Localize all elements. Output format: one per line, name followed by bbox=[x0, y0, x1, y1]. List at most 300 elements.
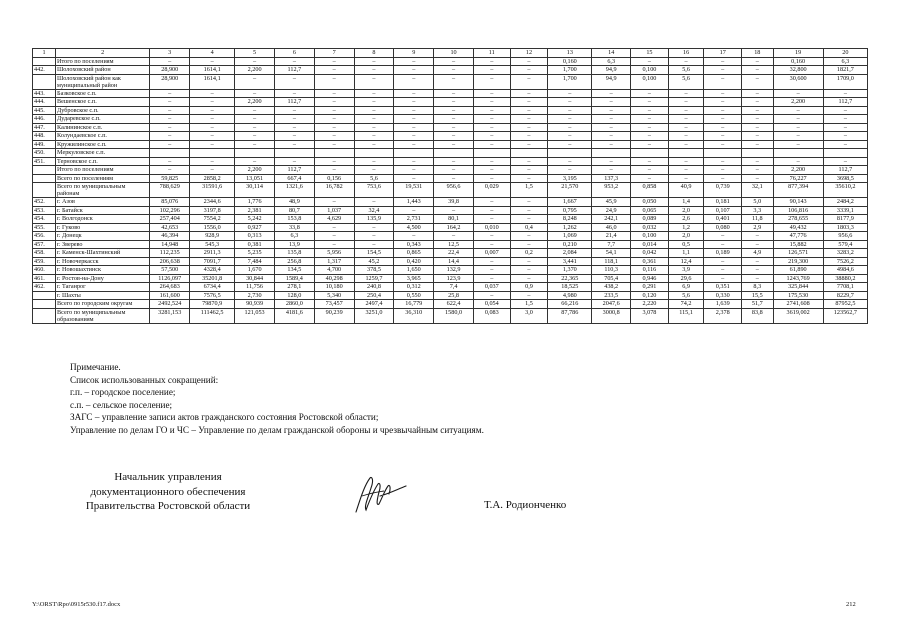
table-row bbox=[33, 240, 868, 249]
value-cell: – bbox=[473, 66, 510, 75]
value-cell bbox=[704, 149, 742, 158]
value-cell: 0,014 bbox=[631, 240, 669, 249]
value-cell: 73,457 bbox=[314, 300, 354, 309]
value-cell: – bbox=[394, 74, 434, 89]
value-cell: – bbox=[668, 174, 704, 183]
value-cell: – bbox=[742, 174, 773, 183]
row-number-cell: 461. bbox=[33, 274, 56, 283]
value-cell: – bbox=[742, 257, 773, 266]
value-cell bbox=[548, 149, 592, 158]
row-name-cell: Итого по поселениям bbox=[56, 57, 150, 66]
table-row bbox=[33, 166, 868, 175]
value-cell: 0,050 bbox=[631, 198, 669, 207]
value-cell: 102,296 bbox=[150, 206, 190, 215]
value-cell: – bbox=[668, 140, 704, 149]
row-name-cell: г. Зверево bbox=[56, 240, 150, 249]
value-cell: – bbox=[394, 166, 434, 175]
value-cell: – bbox=[274, 74, 314, 89]
value-cell: 46,0 bbox=[592, 223, 631, 232]
value-cell: – bbox=[548, 98, 592, 107]
table-row bbox=[33, 266, 868, 275]
value-cell: 15,882 bbox=[773, 240, 823, 249]
table-row bbox=[33, 149, 868, 158]
value-cell: 242,1 bbox=[592, 215, 631, 224]
value-cell: 2911,3 bbox=[190, 249, 235, 258]
value-cell: – bbox=[510, 232, 548, 241]
value-cell: 118,1 bbox=[592, 257, 631, 266]
value-cell: 30,600 bbox=[773, 74, 823, 89]
value-cell: – bbox=[742, 74, 773, 89]
value-cell: 16,782 bbox=[314, 183, 354, 198]
value-cell: 5,0 bbox=[742, 198, 773, 207]
value-cell: 2858,2 bbox=[190, 174, 235, 183]
value-cell: – bbox=[742, 166, 773, 175]
value-cell: 0,420 bbox=[394, 257, 434, 266]
value-cell: 2,9 bbox=[742, 223, 773, 232]
value-cell: – bbox=[314, 89, 354, 98]
value-cell: – bbox=[823, 115, 867, 124]
value-cell: – bbox=[510, 115, 548, 124]
value-cell: – bbox=[773, 132, 823, 141]
column-number: 13 bbox=[548, 49, 592, 58]
value-cell: 132,9 bbox=[434, 266, 474, 275]
row-number-cell: 462. bbox=[33, 283, 56, 292]
value-cell: – bbox=[150, 132, 190, 141]
value-cell: 0,361 bbox=[631, 257, 669, 266]
value-cell: – bbox=[394, 57, 434, 66]
value-cell: 3,965 bbox=[394, 274, 434, 283]
value-cell: – bbox=[354, 240, 394, 249]
value-cell: 35201,8 bbox=[190, 274, 235, 283]
value-cell: 90,143 bbox=[773, 198, 823, 207]
value-cell: – bbox=[742, 132, 773, 141]
value-cell: 32,1 bbox=[742, 183, 773, 198]
value-cell: 76,227 bbox=[773, 174, 823, 183]
value-cell: – bbox=[510, 274, 548, 283]
value-cell: – bbox=[354, 89, 394, 98]
value-cell: 10,180 bbox=[314, 283, 354, 292]
table-row bbox=[33, 291, 868, 300]
value-cell: 0,181 bbox=[704, 198, 742, 207]
value-cell: 3281,153 bbox=[150, 308, 190, 323]
value-cell: 0,343 bbox=[394, 240, 434, 249]
value-cell: – bbox=[548, 115, 592, 124]
value-cell: – bbox=[274, 89, 314, 98]
value-cell: – bbox=[704, 232, 742, 241]
signatory-name: Т.А. Родионченко bbox=[484, 499, 567, 511]
value-cell: 3,441 bbox=[548, 257, 592, 266]
value-cell: 4984,6 bbox=[823, 266, 867, 275]
value-cell: – bbox=[473, 274, 510, 283]
table-row bbox=[33, 123, 868, 132]
value-cell: – bbox=[394, 174, 434, 183]
value-cell: 121,053 bbox=[235, 308, 275, 323]
value-cell: – bbox=[190, 115, 235, 124]
value-cell: 1,2 bbox=[668, 223, 704, 232]
row-name-cell: Терновское с.п. bbox=[56, 157, 150, 166]
value-cell: 6,3 bbox=[274, 232, 314, 241]
row-number-cell: 459. bbox=[33, 257, 56, 266]
value-cell: 1,069 bbox=[548, 232, 592, 241]
value-cell: 545,3 bbox=[190, 240, 235, 249]
page-number: 212 bbox=[846, 601, 856, 608]
table-row bbox=[33, 249, 868, 258]
value-cell: – bbox=[473, 115, 510, 124]
value-cell: 5,235 bbox=[235, 249, 275, 258]
row-name-cell: г. Ростов-на-Дону bbox=[56, 274, 150, 283]
value-cell: – bbox=[314, 232, 354, 241]
value-cell: 74,2 bbox=[668, 300, 704, 309]
value-cell bbox=[510, 149, 548, 158]
value-cell: 278,655 bbox=[773, 215, 823, 224]
value-cell: – bbox=[742, 232, 773, 241]
row-name-cell: Всего по муниципальным образованиям bbox=[56, 308, 150, 323]
row-name-cell: Шолоховский район bbox=[56, 66, 150, 75]
value-cell: – bbox=[473, 132, 510, 141]
value-cell: 83,8 bbox=[742, 308, 773, 323]
value-cell: 2,200 bbox=[773, 98, 823, 107]
value-cell: – bbox=[668, 123, 704, 132]
value-cell: 1821,7 bbox=[823, 66, 867, 75]
value-cell: – bbox=[235, 157, 275, 166]
column-number: 16 bbox=[668, 49, 704, 58]
value-cell: 2,200 bbox=[235, 98, 275, 107]
value-cell: 7,7 bbox=[592, 240, 631, 249]
value-cell: – bbox=[510, 157, 548, 166]
value-cell: 3,3 bbox=[742, 206, 773, 215]
value-cell: 0,042 bbox=[631, 249, 669, 258]
table-row bbox=[33, 140, 868, 149]
value-cell: – bbox=[592, 115, 631, 124]
value-cell: 13,9 bbox=[274, 240, 314, 249]
value-cell: 2,378 bbox=[704, 308, 742, 323]
value-cell: – bbox=[434, 57, 474, 66]
value-cell: 7576,5 bbox=[190, 291, 235, 300]
value-cell bbox=[668, 149, 704, 158]
table-row bbox=[33, 283, 868, 292]
value-cell: 61,890 bbox=[773, 266, 823, 275]
row-number-cell: 449. bbox=[33, 140, 56, 149]
value-cell: 1,370 bbox=[548, 266, 592, 275]
value-cell: – bbox=[314, 74, 354, 89]
table-row bbox=[33, 300, 868, 309]
value-cell: – bbox=[510, 240, 548, 249]
value-cell: – bbox=[668, 98, 704, 107]
row-name-cell: Всего по муниципальным районам bbox=[56, 183, 150, 198]
value-cell: – bbox=[235, 115, 275, 124]
value-cell: 54,1 bbox=[592, 249, 631, 258]
notes-title: Примечание. bbox=[70, 362, 121, 372]
row-number-cell bbox=[33, 291, 56, 300]
value-cell: – bbox=[742, 98, 773, 107]
value-cell: 7554,2 bbox=[190, 215, 235, 224]
value-cell: 2497,4 bbox=[354, 300, 394, 309]
value-cell: – bbox=[510, 66, 548, 75]
value-cell: – bbox=[823, 123, 867, 132]
value-cell: 2492,524 bbox=[150, 300, 190, 309]
value-cell: – bbox=[314, 123, 354, 132]
value-cell: 0,401 bbox=[704, 215, 742, 224]
value-cell: – bbox=[314, 223, 354, 232]
value-cell: – bbox=[314, 157, 354, 166]
value-cell: 18,525 bbox=[548, 283, 592, 292]
value-cell: – bbox=[742, 66, 773, 75]
value-cell: 1556,0 bbox=[190, 223, 235, 232]
value-cell: – bbox=[510, 291, 548, 300]
value-cell: 80,1 bbox=[434, 215, 474, 224]
value-cell: – bbox=[150, 157, 190, 166]
value-cell: 112,235 bbox=[150, 249, 190, 258]
value-cell: 15,5 bbox=[742, 291, 773, 300]
value-cell: 80,7 bbox=[274, 206, 314, 215]
table-row bbox=[33, 74, 868, 89]
value-cell: 1803,3 bbox=[823, 223, 867, 232]
value-cell: – bbox=[592, 140, 631, 149]
row-number-cell: 445. bbox=[33, 106, 56, 115]
value-cell: – bbox=[592, 132, 631, 141]
value-cell: 134,5 bbox=[274, 266, 314, 275]
value-cell: 1,317 bbox=[314, 257, 354, 266]
value-cell: 0,160 bbox=[773, 57, 823, 66]
value-cell bbox=[314, 149, 354, 158]
value-cell: 0,037 bbox=[473, 283, 510, 292]
value-cell: – bbox=[631, 106, 669, 115]
value-cell: – bbox=[510, 166, 548, 175]
data-table bbox=[32, 48, 868, 324]
value-cell: – bbox=[510, 206, 548, 215]
value-cell: 1709,0 bbox=[823, 74, 867, 89]
value-cell: 0,107 bbox=[704, 206, 742, 215]
value-cell: 3000,8 bbox=[592, 308, 631, 323]
value-cell bbox=[434, 149, 474, 158]
value-cell: – bbox=[473, 123, 510, 132]
value-cell: – bbox=[473, 291, 510, 300]
value-cell: – bbox=[190, 132, 235, 141]
row-name-cell: Дубровское с.п. bbox=[56, 106, 150, 115]
value-cell: – bbox=[394, 115, 434, 124]
value-cell: 438,2 bbox=[592, 283, 631, 292]
value-cell: 1,1 bbox=[668, 249, 704, 258]
table-row bbox=[33, 223, 868, 232]
value-cell: 28,900 bbox=[150, 74, 190, 89]
value-cell: 2741,608 bbox=[773, 300, 823, 309]
value-cell: – bbox=[274, 115, 314, 124]
abbrev-gp: г.п. – городское поселение; bbox=[70, 387, 176, 397]
column-number: 10 bbox=[434, 49, 474, 58]
row-name-cell: г. Азов bbox=[56, 198, 150, 207]
row-name-cell: Колундаевское с.п. bbox=[56, 132, 150, 141]
value-cell: – bbox=[668, 57, 704, 66]
value-cell bbox=[742, 149, 773, 158]
table-row bbox=[33, 157, 868, 166]
value-cell: – bbox=[592, 89, 631, 98]
value-cell: – bbox=[354, 57, 394, 66]
value-cell: – bbox=[704, 115, 742, 124]
value-cell: 2047,6 bbox=[592, 300, 631, 309]
value-cell bbox=[354, 149, 394, 158]
table-row bbox=[33, 98, 868, 107]
value-cell: – bbox=[704, 132, 742, 141]
value-cell: – bbox=[742, 240, 773, 249]
value-cell: – bbox=[235, 89, 275, 98]
value-cell: – bbox=[473, 206, 510, 215]
value-cell: 0,330 bbox=[704, 291, 742, 300]
column-number: 15 bbox=[631, 49, 669, 58]
value-cell: 154,5 bbox=[354, 249, 394, 258]
row-number-cell: 444. bbox=[33, 98, 56, 107]
value-cell: – bbox=[190, 106, 235, 115]
value-cell: 16,779 bbox=[394, 300, 434, 309]
value-cell: 0,739 bbox=[704, 183, 742, 198]
value-cell: – bbox=[190, 98, 235, 107]
table-row bbox=[33, 174, 868, 183]
row-name-cell: г. Таганрог bbox=[56, 283, 150, 292]
value-cell: – bbox=[548, 157, 592, 166]
value-cell: 1,700 bbox=[548, 66, 592, 75]
value-cell: – bbox=[354, 223, 394, 232]
table-row bbox=[33, 308, 868, 323]
value-cell: – bbox=[631, 140, 669, 149]
value-cell: – bbox=[394, 66, 434, 75]
value-cell: – bbox=[510, 174, 548, 183]
value-cell: – bbox=[631, 132, 669, 141]
value-cell: – bbox=[510, 98, 548, 107]
value-cell: – bbox=[704, 89, 742, 98]
value-cell: 0,865 bbox=[394, 249, 434, 258]
value-cell: 51,7 bbox=[742, 300, 773, 309]
value-cell: 126,571 bbox=[773, 249, 823, 258]
value-cell: – bbox=[150, 140, 190, 149]
value-cell: 112,7 bbox=[823, 98, 867, 107]
value-cell: – bbox=[473, 98, 510, 107]
value-cell: 42,653 bbox=[150, 223, 190, 232]
value-cell: – bbox=[150, 123, 190, 132]
value-cell: – bbox=[704, 98, 742, 107]
value-cell: 40,298 bbox=[314, 274, 354, 283]
value-cell: – bbox=[773, 89, 823, 98]
column-number: 4 bbox=[190, 49, 235, 58]
value-cell: 240,8 bbox=[354, 283, 394, 292]
value-cell: – bbox=[473, 240, 510, 249]
value-cell bbox=[150, 149, 190, 158]
value-cell: 2,084 bbox=[548, 249, 592, 258]
value-cell: – bbox=[668, 106, 704, 115]
value-cell: 1321,6 bbox=[274, 183, 314, 198]
column-number: 17 bbox=[704, 49, 742, 58]
value-cell: – bbox=[354, 166, 394, 175]
signatory-title-line-2: документационного обеспечения bbox=[90, 485, 246, 498]
table-row bbox=[33, 183, 868, 198]
row-name-cell: г. Новошахтинск bbox=[56, 266, 150, 275]
value-cell: – bbox=[704, 240, 742, 249]
value-cell: 4181,6 bbox=[274, 308, 314, 323]
value-cell: 264,683 bbox=[150, 283, 190, 292]
value-cell: – bbox=[510, 106, 548, 115]
value-cell: – bbox=[434, 89, 474, 98]
value-cell: 112,7 bbox=[274, 166, 314, 175]
value-cell: 5,340 bbox=[314, 291, 354, 300]
value-cell: 0,312 bbox=[394, 283, 434, 292]
value-cell: 30,114 bbox=[235, 183, 275, 198]
column-number: 20 bbox=[823, 49, 867, 58]
value-cell: 66,216 bbox=[548, 300, 592, 309]
value-cell: – bbox=[235, 106, 275, 115]
value-cell: 928,9 bbox=[190, 232, 235, 241]
value-cell: 0,351 bbox=[704, 283, 742, 292]
value-cell: – bbox=[704, 174, 742, 183]
value-cell bbox=[394, 149, 434, 158]
value-cell: 8,248 bbox=[548, 215, 592, 224]
value-cell: – bbox=[773, 123, 823, 132]
table-row bbox=[33, 66, 868, 75]
value-cell: 6734,4 bbox=[190, 283, 235, 292]
value-cell: – bbox=[631, 89, 669, 98]
value-cell: – bbox=[473, 74, 510, 89]
value-cell: 112,7 bbox=[274, 66, 314, 75]
value-cell: – bbox=[473, 57, 510, 66]
value-cell: – bbox=[394, 157, 434, 166]
value-cell: – bbox=[773, 157, 823, 166]
value-cell: 0,080 bbox=[704, 223, 742, 232]
value-cell: – bbox=[704, 140, 742, 149]
value-cell: 19,531 bbox=[394, 183, 434, 198]
value-cell: 79870,9 bbox=[190, 300, 235, 309]
value-cell: 87952,5 bbox=[823, 300, 867, 309]
value-cell: 59,825 bbox=[150, 174, 190, 183]
value-cell: 5,6 bbox=[668, 66, 704, 75]
value-cell: 94,9 bbox=[592, 66, 631, 75]
value-cell: – bbox=[354, 66, 394, 75]
table-row bbox=[33, 198, 868, 207]
value-cell: 35610,2 bbox=[823, 183, 867, 198]
value-cell: – bbox=[354, 106, 394, 115]
value-cell: 1,037 bbox=[314, 206, 354, 215]
value-cell bbox=[592, 149, 631, 158]
value-cell: 0,210 bbox=[548, 240, 592, 249]
value-cell: – bbox=[704, 257, 742, 266]
value-cell: 705,4 bbox=[592, 274, 631, 283]
row-number-cell: 453. bbox=[33, 206, 56, 215]
column-number: 7 bbox=[314, 49, 354, 58]
value-cell: – bbox=[314, 240, 354, 249]
value-cell: 4,980 bbox=[548, 291, 592, 300]
value-cell: 175,530 bbox=[773, 291, 823, 300]
row-name-cell: Итого по поселениям bbox=[56, 166, 150, 175]
value-cell: 0,156 bbox=[314, 174, 354, 183]
value-cell: – bbox=[314, 66, 354, 75]
value-cell: – bbox=[473, 174, 510, 183]
value-cell: – bbox=[354, 232, 394, 241]
value-cell: 112,7 bbox=[823, 166, 867, 175]
column-number: 6 bbox=[274, 49, 314, 58]
value-cell: 24,9 bbox=[592, 206, 631, 215]
value-cell: – bbox=[704, 266, 742, 275]
value-cell: 164,2 bbox=[434, 223, 474, 232]
value-cell: – bbox=[742, 123, 773, 132]
row-name-cell: г. Гуково bbox=[56, 223, 150, 232]
row-number-cell bbox=[33, 57, 56, 66]
value-cell: 7526,2 bbox=[823, 257, 867, 266]
value-cell: – bbox=[510, 74, 548, 89]
value-cell: 877,394 bbox=[773, 183, 823, 198]
value-cell: – bbox=[354, 157, 394, 166]
value-cell: – bbox=[510, 215, 548, 224]
value-cell: 2860,0 bbox=[274, 300, 314, 309]
row-number-cell bbox=[33, 300, 56, 309]
value-cell: 956,6 bbox=[434, 183, 474, 198]
value-cell: – bbox=[473, 266, 510, 275]
value-cell: 25,8 bbox=[434, 291, 474, 300]
